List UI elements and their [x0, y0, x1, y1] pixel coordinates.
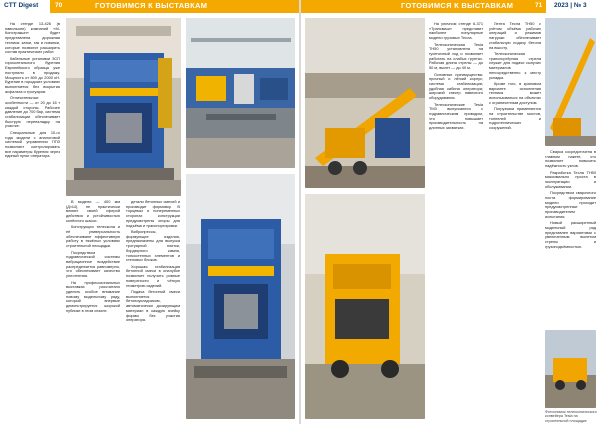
paragraph: Сварка сосредоточена в главном пакете, что позволяет повысить надёжность узлов.	[545, 150, 596, 169]
photo-vibropress	[66, 18, 181, 196]
paragraph: детали бетонных смесей и производит формовку. В торцевых и попеременных сторонах конструкции предусмотрены опоры для подъёма и транспортировки.	[126, 200, 180, 228]
paragraph: Кроме того, в крановом варианте исполнения техника может использоваться на объектах с ограниченным доступом.	[489, 81, 541, 105]
paragraph: Лента Тесла TH50 с учётом объёма рабочих операций и режимов нагрузки обеспечивает стабильную подачу бетона на высоту.	[489, 22, 541, 50]
left-section-title: ГОТОВИМСЯ К ВЫСТАВКАМ	[95, 1, 208, 10]
right-page-number: 71	[535, 2, 543, 9]
paragraph: Разработка Тесла TH50 максимально проста в эксплуатации и обслуживании.	[545, 169, 596, 189]
paragraph: Подача бетонной смеси выполняется бетоноукладчиком, автоматически дозирующим материал в каждую ячейку формы без участия оператора.	[126, 289, 180, 323]
left-page-header	[0, 0, 299, 13]
paragraph: Специальные для 10-го года модели с аналоговой системой управления ППЗ позволяют контролировать все параметры бурения через единый пульт оператора.	[5, 129, 60, 159]
photo-tesla-truck	[545, 330, 596, 408]
paragraph: Телескопические Tesla TM3 выпускаются с гидравлическим приводом, что повышает производительность на длинных захватках.	[429, 101, 483, 131]
paragraph: Посредством гидравлической системы вибрационное воздействие распределяется равномерно, что обеспечивает качество уплотнения.	[66, 249, 120, 279]
paragraph: В модели — 400 мм (Д×Ш), не практически влияет своей сферой действия и устойчивостью колёсного шасси.	[66, 200, 120, 223]
photo-conveyor-yard	[305, 18, 425, 188]
left-col-3	[126, 200, 180, 418]
paragraph: На уличном стенде 6-371 «Трансмаш» представит наиболее популярные модели грузовых Тесла.	[429, 22, 483, 41]
paragraph: На стенде 13-426 (в павильоне) компаний «М-Констракшн» будет представлена дорожная техника: катки, так и новинки, которые позволят расширить состав практических работ.	[5, 22, 60, 55]
paragraph: Кабельные установки ЗСП горизонтального бурения Европейского образца уже поступили в продажу. Мощность от 800 до 2000 кН. Бурение в городских условиях выполняется без вскрытия асфальта и тротуаров.	[5, 55, 60, 94]
right-page	[301, 0, 600, 424]
right-section-title: ГОТОВИМСЯ К ВЫСТАВКАМ	[401, 1, 514, 10]
right-page-header	[301, 0, 600, 13]
left-page	[0, 0, 299, 424]
left-col-1	[5, 22, 60, 418]
issue-number: 2023 | № 3	[554, 2, 587, 9]
paragraph: Хорошая стабилизация бетонной смеси в опалубке позволяет получить ровные поверхности и чёткую геометрию изделий.	[126, 263, 180, 288]
paragraph: Телескопическая Tesla TH50 установлена на гусеничный ход и позволяет работать на слабых грунтах. Рабочая длина стрелы — до 50 м, вылет — до 40 м.	[429, 41, 483, 71]
paragraph: Посредством сварочного поста формирование модели проходит предусмотренные производителем испытания.	[545, 190, 596, 219]
paragraph: Конструкция телескопа и её универсальность обеспечивают эффективную работу в тяжёлых условиях строительной площадки.	[66, 224, 120, 249]
right-col-1	[429, 22, 483, 418]
paragraph: Вибропрессы, формующие изделия, предназначены для выпуска тротуарной плитки, бордюрного камня, тонкостенных элементов и стеновых блоков.	[126, 229, 180, 263]
paragraph: Отличительные особенности — от 20 до 16 т каждой стороны. Рабочее давление до 700 бар, система стабилизации обеспечивает быструю переналадку на участке.	[5, 95, 60, 129]
paragraph: Основные преимущества: прочный и лёгкий корпус; система стабилизации; удобная кабина оператора; широкий спектр навесного оборудования.	[429, 71, 483, 101]
left-page-number: 70	[55, 2, 63, 9]
photo-tesla-conveyor	[545, 18, 596, 146]
paragraph: Погрузчики применяются на строительстве мостов, тоннелей и гидротехнических сооружений.	[489, 106, 541, 131]
magazine-logo: CTT Digest	[4, 2, 39, 9]
photo-blue-machine	[186, 174, 295, 419]
left-col-2	[66, 200, 120, 418]
right-col-2	[489, 22, 541, 418]
paragraph: На профессиональных выставках рассчитано уделять особое внимание новому модельному ряду, который впервые демонстрируется широкой публике в этом сезоне.	[66, 279, 120, 313]
photo-production-line	[186, 18, 295, 168]
paragraph: Новый расширенный модельный ряд представлен вариантами с увеличенным вылетом стрелы и грузоподъёмностью.	[545, 220, 596, 249]
paragraph: Телескопическая транспортёрная стрела служит для подачи сыпучих материалов непосредственно к месту укладки.	[489, 51, 541, 80]
photo-outdoor-machine	[305, 194, 425, 419]
photo-caption: Фотоснимок телескопического конвейера Tesla на строительной площадке	[545, 410, 597, 423]
